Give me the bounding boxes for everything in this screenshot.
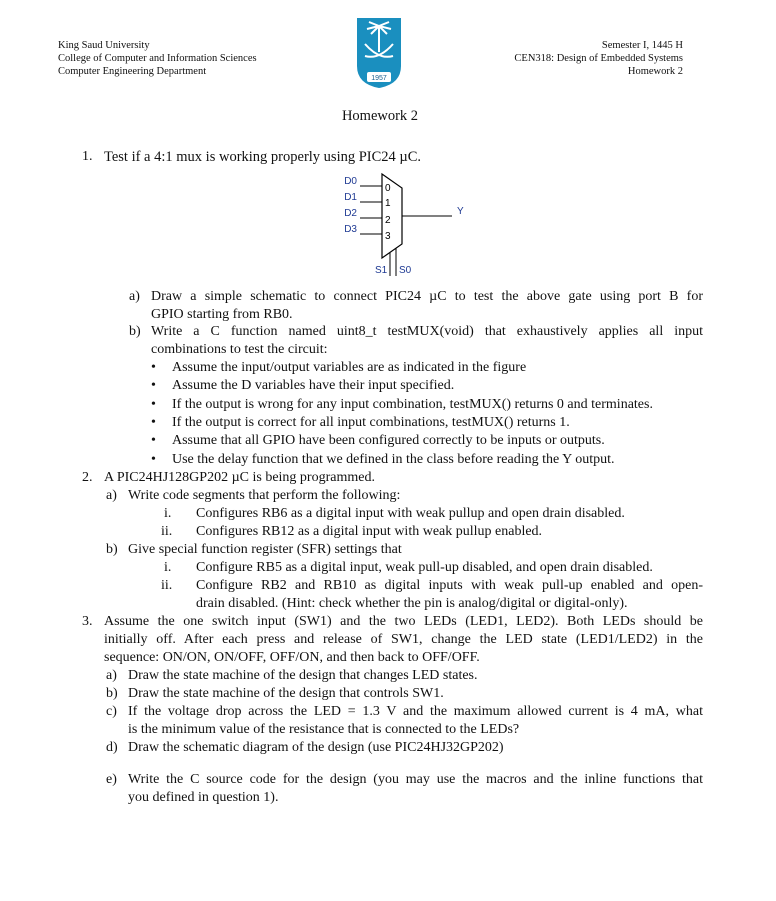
bullet-icon: • (151, 452, 156, 467)
q1b-bullet-3: If the output is wrong for any input combination, testMUX() returns 0 and terminates. (172, 397, 653, 412)
department-name: Computer Engineering Department (58, 66, 207, 77)
q1b-bullet-5: Assume that all GPIO have been configured correctly to be inputs or outputs. (172, 433, 605, 448)
bullet-icon: • (151, 433, 156, 448)
q3c-text-line2: is the minimum value of the resistance that is connected to the LEDs? (128, 722, 520, 737)
mux-diagram (330, 168, 480, 283)
q3d-text: Draw the schematic diagram of the design (use PIC24HJ32GP202) (128, 740, 504, 755)
q1a-text-line2: GPIO starting from RB0. (151, 307, 293, 322)
q2b-i-label: i. (164, 560, 172, 575)
q2b-label: b) (106, 542, 118, 557)
q1b-bullet-4: If the output is correct for all input combinations, testMUX() returns 1. (172, 415, 570, 430)
mux-input-d0: D0 (344, 176, 357, 187)
q2a-i-text: Configures RB6 as a digital input with weak pullup and open drain disabled. (196, 506, 625, 521)
header-homework: Homework 2 (627, 66, 683, 77)
q1-text: Test if a 4:1 mux is working properly using PIC24 µC. (104, 149, 422, 165)
q3a-text: Draw the state machine of the design that changes LED states. (128, 668, 478, 683)
college-name: College of Computer and Information Sciences (58, 53, 257, 64)
q3a-label: a) (106, 668, 117, 683)
mux-pin-3: 3 (385, 231, 391, 242)
q1b-bullet-6: Use the delay function that we defined in the class before reading the Y output. (172, 452, 615, 467)
q3-number: 3. (82, 614, 93, 629)
header-right (514, 39, 683, 78)
q2a-ii-text: Configures RB12 as a digital input with weak pullup enabled. (196, 524, 543, 539)
q3e-label: e) (106, 772, 117, 787)
mux-input-d2: D2 (344, 208, 357, 219)
q2b-ii-text-line2: drain disabled. (Hint: check whether the pin is analog/digital or digital-only). (196, 596, 628, 611)
q3b-label: b) (106, 686, 118, 701)
mux-output-y: Y (457, 206, 464, 217)
q3-text-line1: Assume the one switch input (SW1) and the two LEDs (LED1, LED2). Both LEDs should be (104, 614, 703, 629)
q3-text-line2: initially off. After each press and release of SW1, change the LED state (LED1/LED2) in the (104, 632, 703, 647)
bullet-icon: • (151, 360, 156, 375)
q3e-text-line2: you defined in question 1). (128, 790, 279, 805)
header-left (58, 39, 257, 78)
q1-number: 1. (82, 149, 93, 164)
q2-text: A PIC24HJ128GP202 µC is being programmed. (104, 470, 375, 485)
q1b-label: b) (129, 324, 141, 339)
logo-year: 1957 (371, 75, 387, 82)
q1b-bullet-2: Assume the D variables have their input specified. (172, 378, 455, 393)
mux-select-s0: S0 (399, 265, 412, 276)
q2b-ii-text-line1: Configure RB2 and RB10 as digital inputs with weak pull-up enabled and open- (196, 578, 703, 593)
mux-pin-0: 0 (385, 183, 391, 194)
q3b-text: Draw the state machine of the design that controls SW1. (128, 686, 444, 701)
mux-select-s1: S1 (375, 265, 388, 276)
q2a-ii-label: ii. (161, 524, 173, 539)
mux-input-d3: D3 (344, 224, 357, 235)
bullet-icon: • (151, 378, 156, 393)
q2-number: 2. (82, 470, 93, 485)
bullet-icon: • (151, 397, 156, 412)
q3-text-line3: sequence: ON/ON, ON/OFF, OFF/ON, and then back to OFF/OFF. (104, 650, 480, 665)
q2b-i-text: Configure RB5 as a digital input, weak pull-up disabled, and open drain disabled. (196, 560, 653, 575)
q3c-text-line1: If the voltage drop across the LED = 1.3 V and the maximum allowed current is 4 mA, what (128, 704, 703, 719)
q2b-ii-label: ii. (161, 578, 173, 593)
q1b-text-line1: Write a C function named uint8_t testMUX(void) that exhaustively applies all input (151, 324, 703, 339)
q1b-text-line2: combinations to test the circuit: (151, 342, 328, 357)
university-logo (353, 12, 405, 90)
q2a-text: Write code segments that perform the following: (128, 488, 401, 503)
q3c-label: c) (106, 704, 117, 719)
q2a-i-label: i. (164, 506, 172, 521)
mux-pin-1: 1 (385, 198, 391, 209)
q1a-label: a) (129, 289, 140, 304)
course-name: CEN318: Design of Embedded Systems (514, 53, 683, 64)
mux-input-d1: D1 (344, 192, 357, 203)
q2a-label: a) (106, 488, 117, 503)
university-name: King Saud University (58, 40, 150, 51)
q3d-label: d) (106, 740, 118, 755)
bullet-icon: • (151, 415, 156, 430)
q2b-text: Give special function register (SFR) settings that (128, 542, 402, 557)
q1a-text-line1: Draw a simple schematic to connect PIC24 µC to test the above gate using port B for (151, 289, 703, 304)
q1b-bullet-1: Assume the input/output variables are as indicated in the figure (172, 360, 527, 375)
q3e-text-line1: Write the C source code for the design (you may use the macros and the inline functions that (128, 772, 703, 787)
page-title: Homework 2 (341, 108, 419, 124)
semester: Semester I, 1445 H (601, 40, 683, 51)
mux-pin-2: 2 (385, 215, 391, 226)
